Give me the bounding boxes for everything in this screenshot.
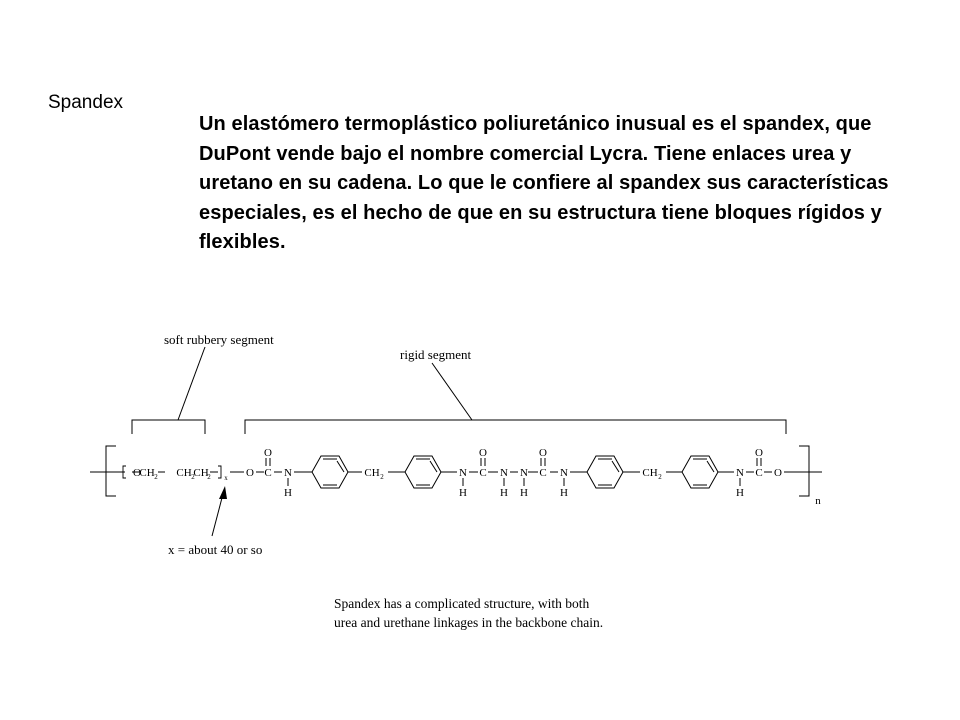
atom-subscript: 2 [154, 473, 158, 481]
atom-carbon: C [479, 467, 487, 479]
atom-nitrogen: N [284, 467, 292, 479]
atom-subscript: 2 [191, 473, 195, 481]
atom-nitrogen: N [520, 467, 528, 479]
soft-segment-bracket [132, 420, 205, 434]
outer-left-bracket [106, 446, 116, 496]
atom-oxygen: O [264, 447, 272, 459]
slide-body-text: Un elastómero termoplástico poliuretánico inusual es el spandex, que DuPont vende bajo el nombre comercial Lycra. Tiene enlaces urea y uretano en su cadena. Lo que le confiere al spandex sus características especiales, es el hecho de que en su estructura tiene bloques rígidos y flexibles. [199, 113, 889, 253]
atom-oxygen: O [755, 447, 763, 459]
benzene-ring-4 [682, 456, 718, 488]
benzene-ring-2 [405, 456, 441, 488]
caption-line-1: Spandex has a complicated structure, with both [334, 596, 590, 611]
atom-oxygen: O [479, 447, 487, 459]
atom-nitrogen: N [500, 467, 508, 479]
atom-ch2: CH [139, 467, 155, 479]
rigid-segment-label: rigid segment [400, 347, 472, 362]
atom-hydrogen: H [459, 487, 467, 499]
repeat-subscript-x: x [224, 474, 228, 482]
soft-segment-label: soft rubbery segment [164, 332, 274, 347]
atom-ch2: CH [642, 467, 658, 479]
atom-oxygen: O [133, 467, 141, 479]
atom-oxygen: O [774, 467, 782, 479]
atom-hydrogen: H [736, 487, 744, 499]
atom-subscript: 2 [380, 473, 384, 481]
outer-right-bracket [799, 446, 809, 496]
atom-nitrogen: N [560, 467, 568, 479]
benzene-ring-3 [587, 456, 623, 488]
atom-hydrogen: H [560, 487, 568, 499]
atom-carbon: C [264, 467, 272, 479]
atom-subscript: 2 [207, 473, 211, 481]
inner-right-bracket [218, 466, 221, 478]
atom-subscript: 2 [658, 473, 662, 481]
benzene-ring-1 [312, 456, 348, 488]
x-note: x = about 40 or so [168, 542, 263, 557]
atom-oxygen: O [246, 467, 254, 479]
rigid-segment-bracket [245, 420, 786, 434]
x-arrow-shaft [212, 494, 223, 536]
x-arrow-head [219, 486, 227, 499]
atom-hydrogen: H [520, 487, 528, 499]
soft-segment-leader [178, 347, 205, 420]
atom-ch2: CH [193, 467, 209, 479]
atom-oxygen: O [539, 447, 547, 459]
atom-hydrogen: H [500, 487, 508, 499]
atom-carbon: C [755, 467, 763, 479]
atom-hydrogen: H [284, 487, 292, 499]
slide-title: Spandex [48, 92, 124, 113]
caption-line-2: urea and urethane linkages in the backbone chain. [334, 615, 604, 630]
atom-nitrogen: N [459, 467, 467, 479]
atom-nitrogen: N [736, 467, 744, 479]
atom-carbon: C [539, 467, 547, 479]
atom-ch2: CH [176, 467, 192, 479]
polymer-subscript-n: n [815, 495, 821, 507]
atom-ch2: CH [364, 467, 380, 479]
rigid-segment-leader [432, 363, 472, 420]
